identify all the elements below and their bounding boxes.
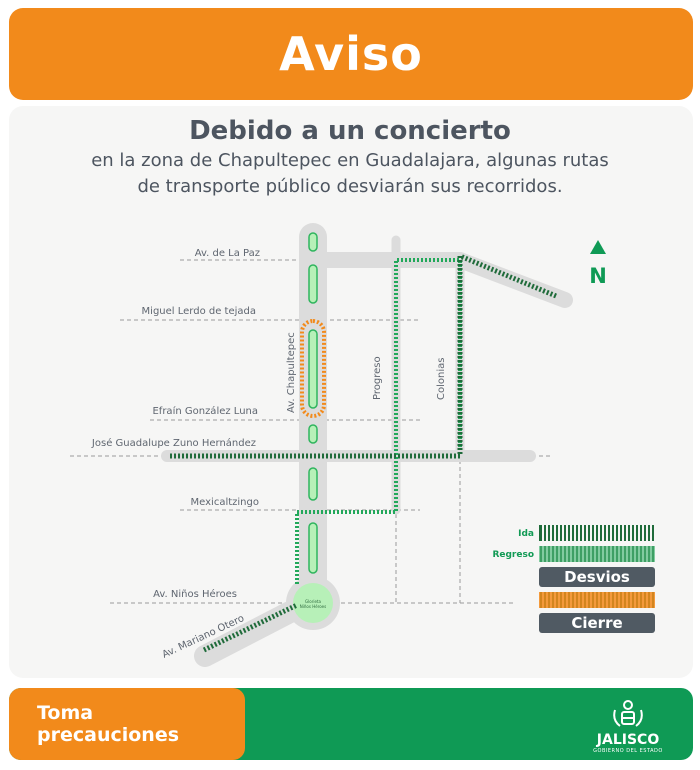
legend-desvios: Desvios	[539, 567, 655, 587]
north-arrow-icon	[590, 240, 606, 254]
legend-ida-bar	[539, 525, 655, 541]
label-mexicaltzingo: Mexicaltzingo	[190, 497, 259, 508]
jalisco-logo	[588, 694, 668, 756]
label-progreso: Progreso	[372, 356, 383, 400]
label-efrain: Efraín González Luna	[152, 406, 258, 417]
label-mariano-otero: Av. Mariano Otero	[160, 613, 247, 661]
footer-warning-box	[9, 688, 245, 760]
notice-line-2: de transporte público desviarán sus recorridos.	[137, 176, 563, 197]
monument-label-2: Niños Héroes	[299, 604, 327, 609]
legend-ida-label: Ida	[518, 529, 534, 539]
notice-line-1: en la zona de Chapultepec en Guadalajara, algunas rutas	[91, 150, 609, 171]
label-colonias: Colonias	[436, 357, 447, 400]
jalisco-emblem-icon	[608, 696, 648, 730]
label-chapultepec: Av. Chapultepec	[286, 332, 297, 413]
footer-warning: Toma precauciones	[37, 702, 180, 746]
notice-headline: Debido a un concierto	[189, 116, 511, 146]
logo-name: JALISCO	[596, 732, 660, 748]
label-av-de-la-paz: Av. de La Paz	[194, 248, 260, 259]
header-title: Aviso	[279, 27, 423, 81]
label-miguel-lerdo: Miguel Lerdo de tejada	[141, 306, 256, 317]
logo-sub: GOBIERNO DEL ESTADO	[593, 748, 663, 754]
monument-label-1: Glorieta	[305, 599, 321, 604]
legend-regreso-label: Regreso	[492, 550, 534, 560]
label-jose-guadalupe: José Guadalupe Zuno Hernández	[91, 438, 256, 449]
label-ninos-heroes: Av. Niños Héroes	[153, 589, 237, 600]
legend-cierre: Cierre	[539, 613, 655, 633]
compass-label: N	[589, 264, 607, 288]
